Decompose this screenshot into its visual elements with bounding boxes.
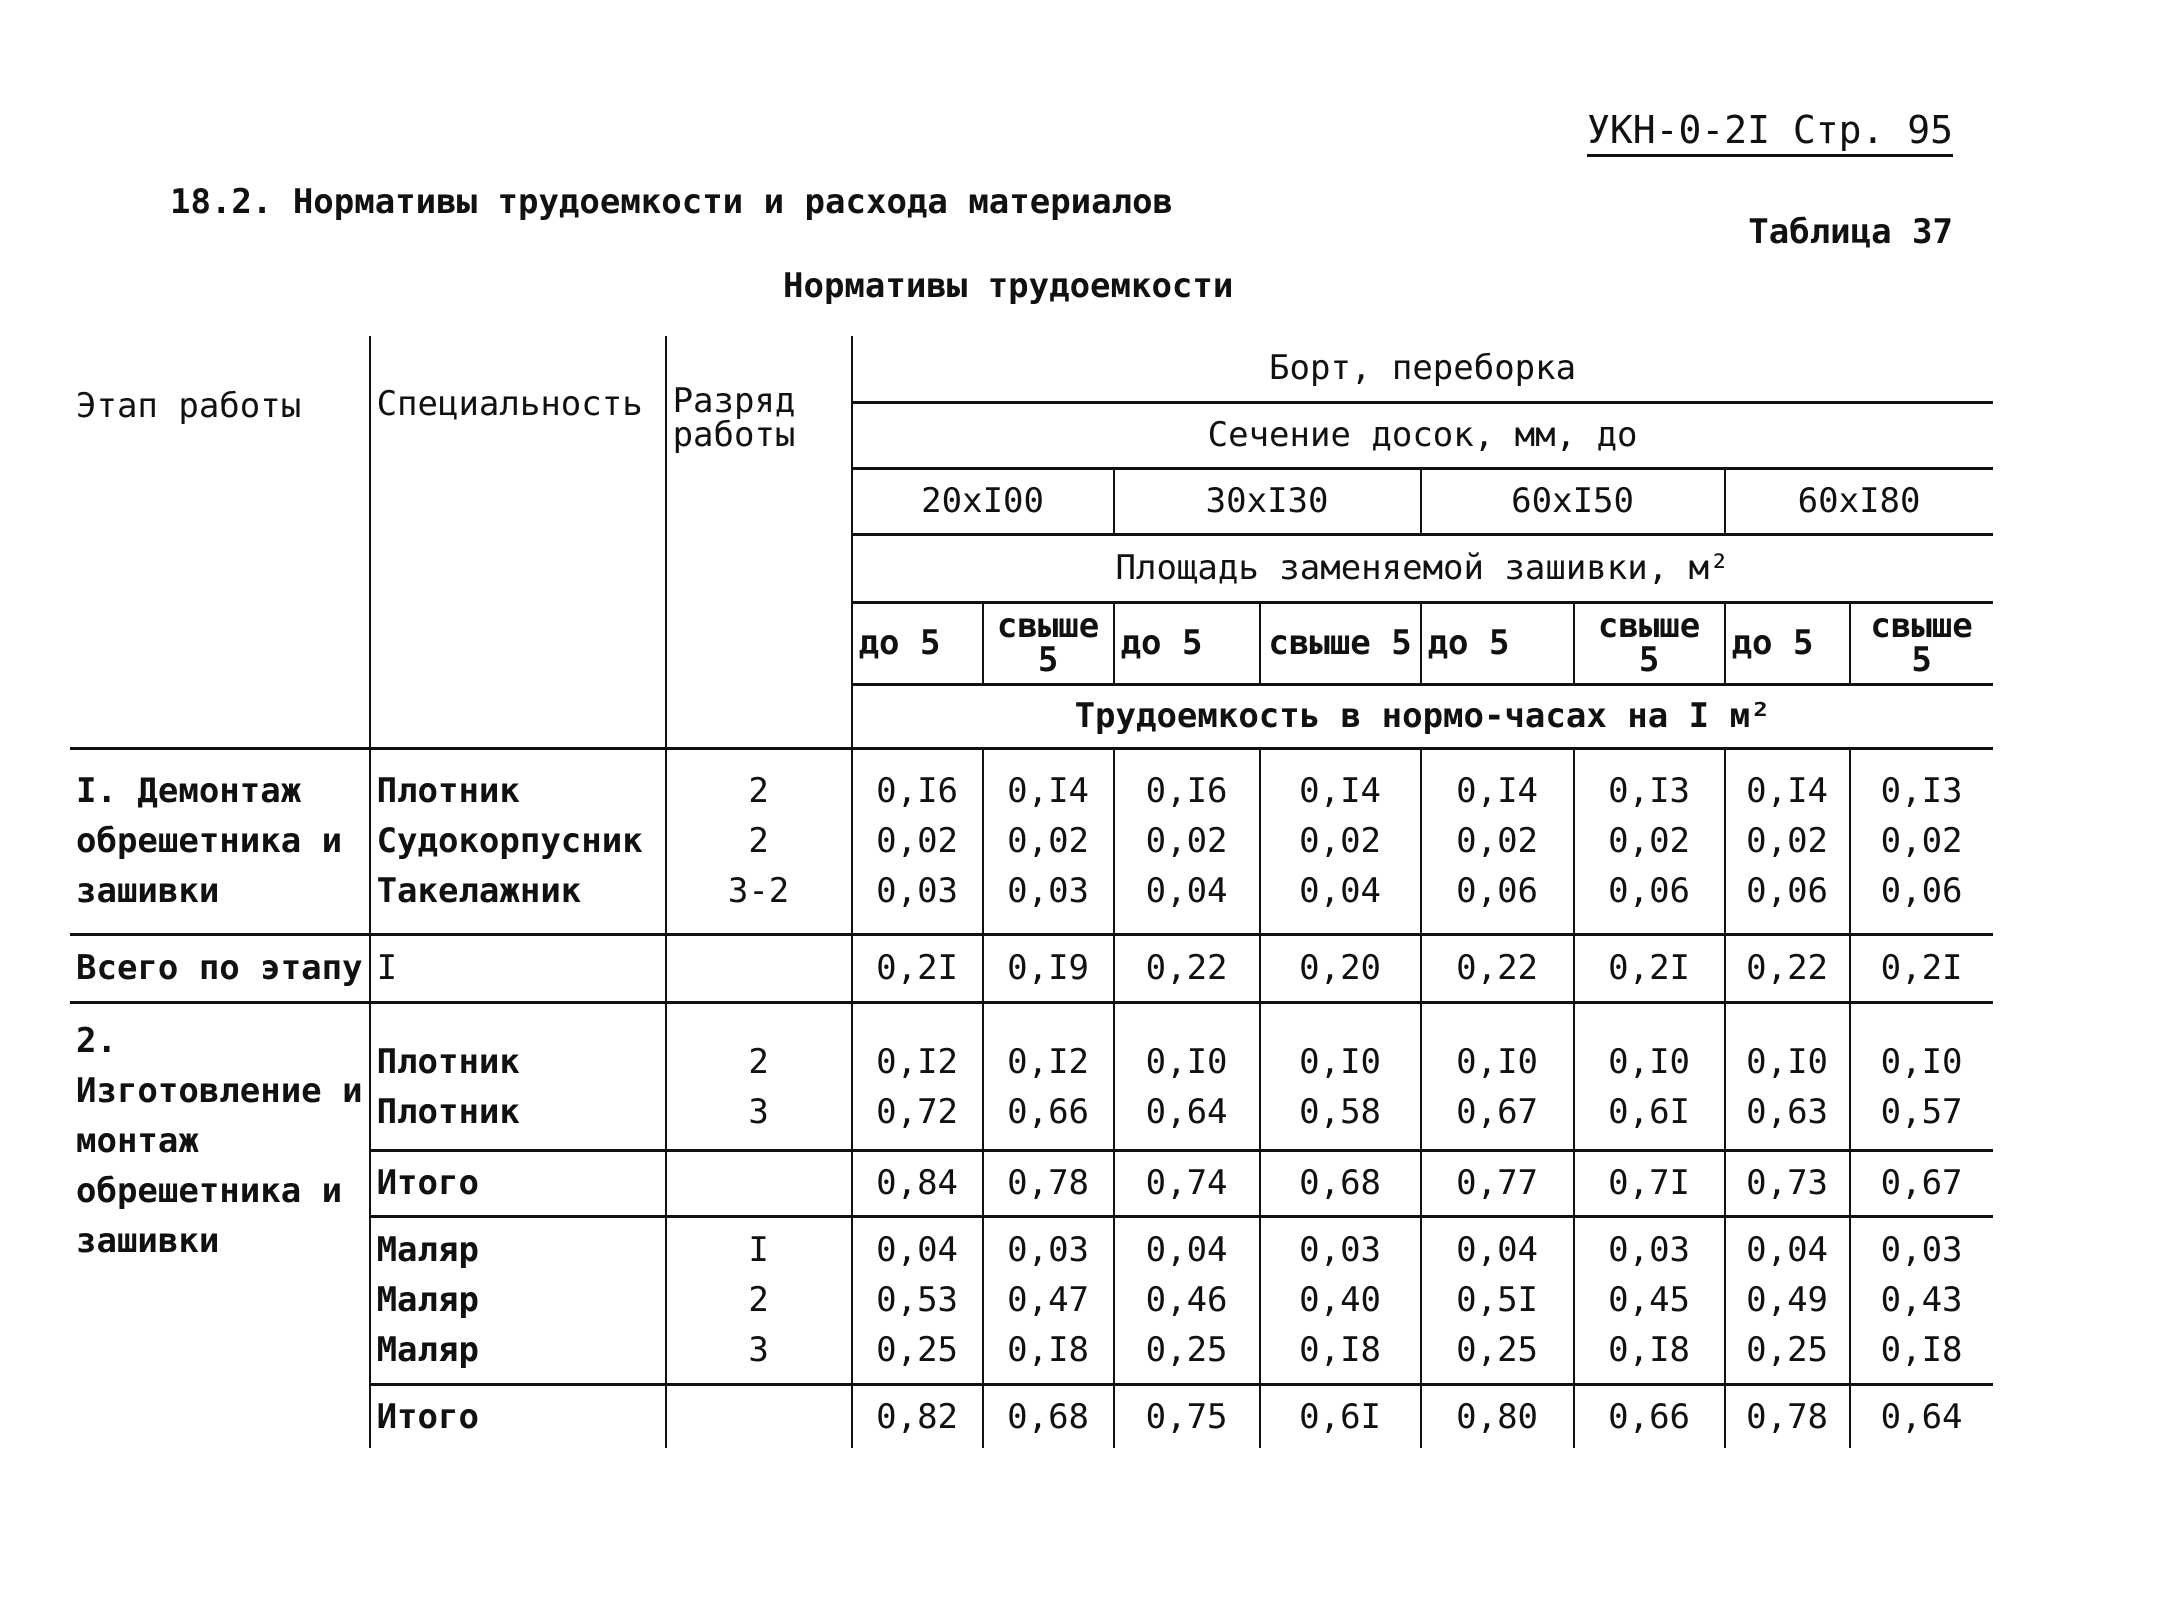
stage1-value-6: 0,I3 0,02 0,06: [1574, 748, 1725, 934]
header-size-1: 20хI00: [852, 468, 1114, 534]
table-title: Нормативы трудоемкости: [783, 266, 1234, 306]
stage2-a-value-8: 0,I0 0,57: [1850, 1002, 1993, 1150]
stage1-specialties: Плотник Судокорпусник Такелажник: [370, 748, 666, 934]
area-col-2: свыше 5: [983, 602, 1114, 684]
section-title: 18.2. Нормативы трудоемкости и расхода материалов: [170, 182, 1174, 222]
header-area: Площадь заменяемой зашивки, м²: [852, 534, 1993, 602]
stage2-a-value-6: 0,I0 0,6I: [1574, 1002, 1725, 1150]
stage2-subtotal-a-8: 0,67: [1850, 1150, 1993, 1216]
stage2-a-value-2: 0,I2 0,66: [983, 1002, 1114, 1150]
stage2-a-value-3: 0,I0 0,64: [1114, 1002, 1260, 1150]
area-col-7: до 5: [1725, 602, 1850, 684]
stage2-subtotal-a-1: 0,84: [852, 1150, 983, 1216]
stage1-value-7: 0,I4 0,02 0,06: [1725, 748, 1850, 934]
stage2-subtotal-b-label: Итого: [370, 1384, 666, 1448]
stage2-subtotal-b-4: 0,6I: [1260, 1384, 1421, 1448]
stage2-b-value-6: 0,03 0,45 0,I8: [1574, 1216, 1725, 1384]
stage1-total-7: 0,22: [1725, 934, 1850, 1002]
stage1-value-4: 0,I4 0,02 0,04: [1260, 748, 1421, 934]
stage1-total-2: 0,I9: [983, 934, 1114, 1002]
stage2-b-value-1: 0,04 0,53 0,25: [852, 1216, 983, 1384]
stage2-subtotal-b-7: 0,78: [1725, 1384, 1850, 1448]
stage2-b-value-4: 0,03 0,40 0,I8: [1260, 1216, 1421, 1384]
header-size-4: 60хI80: [1725, 468, 1993, 534]
stage1-total-3: 0,22: [1114, 934, 1260, 1002]
area-col-3: до 5: [1114, 602, 1260, 684]
stage1-value-1: 0,I6 0,02 0,03: [852, 748, 983, 934]
stage1-total-5: 0,22: [1421, 934, 1574, 1002]
stage2-subtotal-a-3: 0,74: [1114, 1150, 1260, 1216]
stage2-a-grades: 2 3: [666, 1002, 852, 1150]
stage1-total-label: Всего по этапу: [76, 948, 363, 988]
labor-norms-table: [70, 336, 1993, 1448]
header-size-3: 60хI50: [1421, 468, 1725, 534]
stage2-subtotal-a-2: 0,78: [983, 1150, 1114, 1216]
stage1-total-1: 0,2I: [852, 934, 983, 1002]
stage2-b-value-2: 0,03 0,47 0,I8: [983, 1216, 1114, 1384]
stage2-subtotal-b-grade: [666, 1384, 852, 1448]
stage2-subtotal-a-5: 0,77: [1421, 1150, 1574, 1216]
stage2-name: 2. Изготовление и монтаж обрешетника и зашивки: [76, 1020, 363, 1261]
stage1-total-4: 0,20: [1260, 934, 1421, 1002]
stage1-name: I. Демонтаж обрешетника и зашивки: [76, 771, 343, 911]
stage2-b-value-8: 0,03 0,43 0,I8: [1850, 1216, 1993, 1384]
header-stage: Этап работы: [70, 336, 370, 748]
stage2-subtotal-a-label: Итого: [370, 1150, 666, 1216]
stage2-subtotal-b-8: 0,64: [1850, 1384, 1993, 1448]
stage2-subtotal-b-5: 0,80: [1421, 1384, 1574, 1448]
header-grade: Разряд работы: [666, 336, 852, 748]
stage2-b-grades: I 2 3: [666, 1216, 852, 1384]
area-col-4: свыше 5: [1260, 602, 1421, 684]
stage2-subtotal-b-2: 0,68: [983, 1384, 1114, 1448]
stage2-a-value-4: 0,I0 0,58: [1260, 1002, 1421, 1150]
table-number: Таблица 37: [1748, 212, 1953, 252]
stage2-subtotal-b-6: 0,66: [1574, 1384, 1725, 1448]
stage2-b-value-5: 0,04 0,5I 0,25: [1421, 1216, 1574, 1384]
stage2-subtotal-b-3: 0,75: [1114, 1384, 1260, 1448]
stage2-a-value-7: 0,I0 0,63: [1725, 1002, 1850, 1150]
header-section: Сечение досок, мм, до: [852, 402, 1993, 468]
area-col-5: до 5: [1421, 602, 1574, 684]
stage2-b-value-7: 0,04 0,49 0,25: [1725, 1216, 1850, 1384]
area-col-6: свыше 5: [1574, 602, 1725, 684]
stage2-subtotal-a-6: 0,7I: [1574, 1150, 1725, 1216]
page-header: УКН-0-2I Стр. 95: [1587, 108, 1953, 157]
stage1-value-3: 0,I6 0,02 0,04: [1114, 748, 1260, 934]
stage2-subtotal-a-grade: [666, 1150, 852, 1216]
stage1-total-specialty: I: [370, 934, 666, 1002]
stage1-value-8: 0,I3 0,02 0,06: [1850, 748, 1993, 934]
stage2-subtotal-a-7: 0,73: [1725, 1150, 1850, 1216]
stage1-total-grade: [666, 934, 852, 1002]
stage2-a-value-1: 0,I2 0,72: [852, 1002, 983, 1150]
stage1-total-6: 0,2I: [1574, 934, 1725, 1002]
stage2-a-value-5: 0,I0 0,67: [1421, 1002, 1574, 1150]
header-unit: Трудоемкость в нормо-часах на I м²: [852, 684, 1993, 748]
stage1-grades: 2 2 3-2: [666, 748, 852, 934]
header-specialty: Специальность: [370, 336, 666, 748]
header-size-2: 30хI30: [1114, 468, 1421, 534]
stage2-subtotal-a-4: 0,68: [1260, 1150, 1421, 1216]
stage2-subtotal-b-1: 0,82: [852, 1384, 983, 1448]
header-group: Борт, переборка: [852, 336, 1993, 402]
stage2-b-value-3: 0,04 0,46 0,25: [1114, 1216, 1260, 1384]
stage1-total-8: 0,2I: [1850, 934, 1993, 1002]
stage2-b-specialties: Маляр Маляр Маляр: [370, 1216, 666, 1384]
area-col-8: свыше 5: [1850, 602, 1993, 684]
stage2-a-specialties: Плотник Плотник: [370, 1002, 666, 1150]
area-col-1: до 5: [852, 602, 983, 684]
stage1-value-2: 0,I4 0,02 0,03: [983, 748, 1114, 934]
stage1-value-5: 0,I4 0,02 0,06: [1421, 748, 1574, 934]
